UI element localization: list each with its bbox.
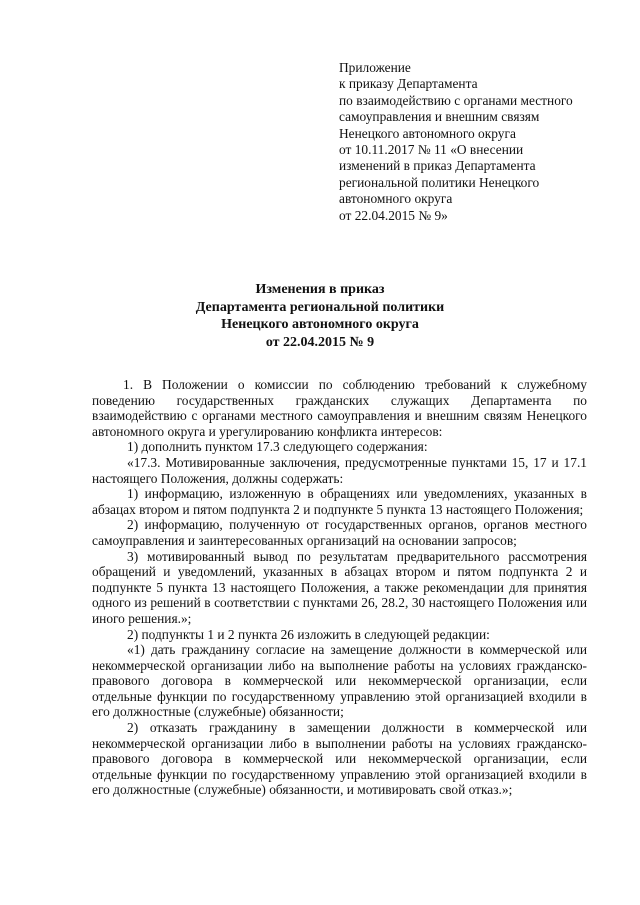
annex-line: от 22.04.2015 № 9» (339, 207, 448, 223)
title-line: Изменения в приказ (255, 282, 385, 297)
paragraph: 2) информацию, полученную от государственных органов, органов местного самоуправления и заинтересованных организаций на основании запросов; (92, 517, 587, 548)
paragraph: «17.3. Мотивированные заключения, предусмотренные пунктами 15, 17 и 17.1 настоящего Положения, должны содержать: (92, 454, 587, 486)
paragraph: 1. В Положении о комиссии по соблюдению требований к служебному поведению государственных гражданских служащих Департамента по взаимодействию с органами местного самоуправления и внешним связям Ненецкого автономного округа и урегулированию конфликта интересов: (92, 377, 587, 439)
paragraph: 1) дополнить пунктом 17.3 следующего содержания: (127, 439, 428, 455)
annex-header (339, 60, 619, 224)
title-line: Ненецкого автономного округа (221, 317, 419, 332)
annex-line: изменений в приказ Департамента (339, 158, 536, 174)
paragraph: 2) отказать гражданину в замещении должности в коммерческой или некоммерческой организации либо в выполнении работы на условиях гражданско-правового договора в коммерческой или некоммерческой организации, если отдельные функции по государственному управлению этой организацией входили в его должностные (служебные) обязанности, и мотивировать свой отказ.»; (92, 720, 587, 798)
paragraph: 1) информацию, изложенную в обращениях или уведомлениях, указанных в абзацах втором и пятом подпункта 2 и подпункте 5 пункта 13 настоящего Положения; (92, 486, 587, 517)
annex-line: самоуправления и внешним связям (339, 109, 540, 125)
paragraph: «1) дать гражданину согласие на замещение должности в коммерческой или некоммерческой организации либо на выполнение работы на условиях гражданско-правового договора в коммерческой или некоммерческой организации, если отдельные функции по государственному управлению этой организацией входили в его должностные (служебные) обязанности; (92, 642, 587, 720)
annex-line: по взаимодействию с органами местного (339, 92, 573, 108)
annex-line: автономного округа (339, 191, 453, 207)
paragraph: 2) подпункты 1 и 2 пункта 26 изложить в следующей редакции: (127, 626, 490, 642)
annex-line: от 10.11.2017 № 11 «О внесении (339, 142, 524, 158)
document-title (0, 281, 640, 351)
title-line: Департамента региональной политики (195, 299, 445, 315)
annex-line: к приказу Департамента (339, 76, 478, 92)
annex-line: Ненецкого автономного округа (339, 125, 516, 141)
title-line: от 22.04.2015 № 9 (265, 334, 375, 350)
document-body (92, 377, 587, 798)
paragraph: 3) мотивированный вывод по результатам предварительного рассмотрения обращений и уведомлений, указанных в абзацах втором и пятом подпункта 2 и подпункте 5 пункта 13 настоящего Положения, а также рекомендации для принятия одного из решений в соответствии с пунктами 26, 28.2, 30 настоящего Положения или иного решения.»; (92, 548, 587, 626)
annex-line: Приложение (339, 60, 411, 75)
annex-line: региональной политики Ненецкого (339, 174, 540, 190)
